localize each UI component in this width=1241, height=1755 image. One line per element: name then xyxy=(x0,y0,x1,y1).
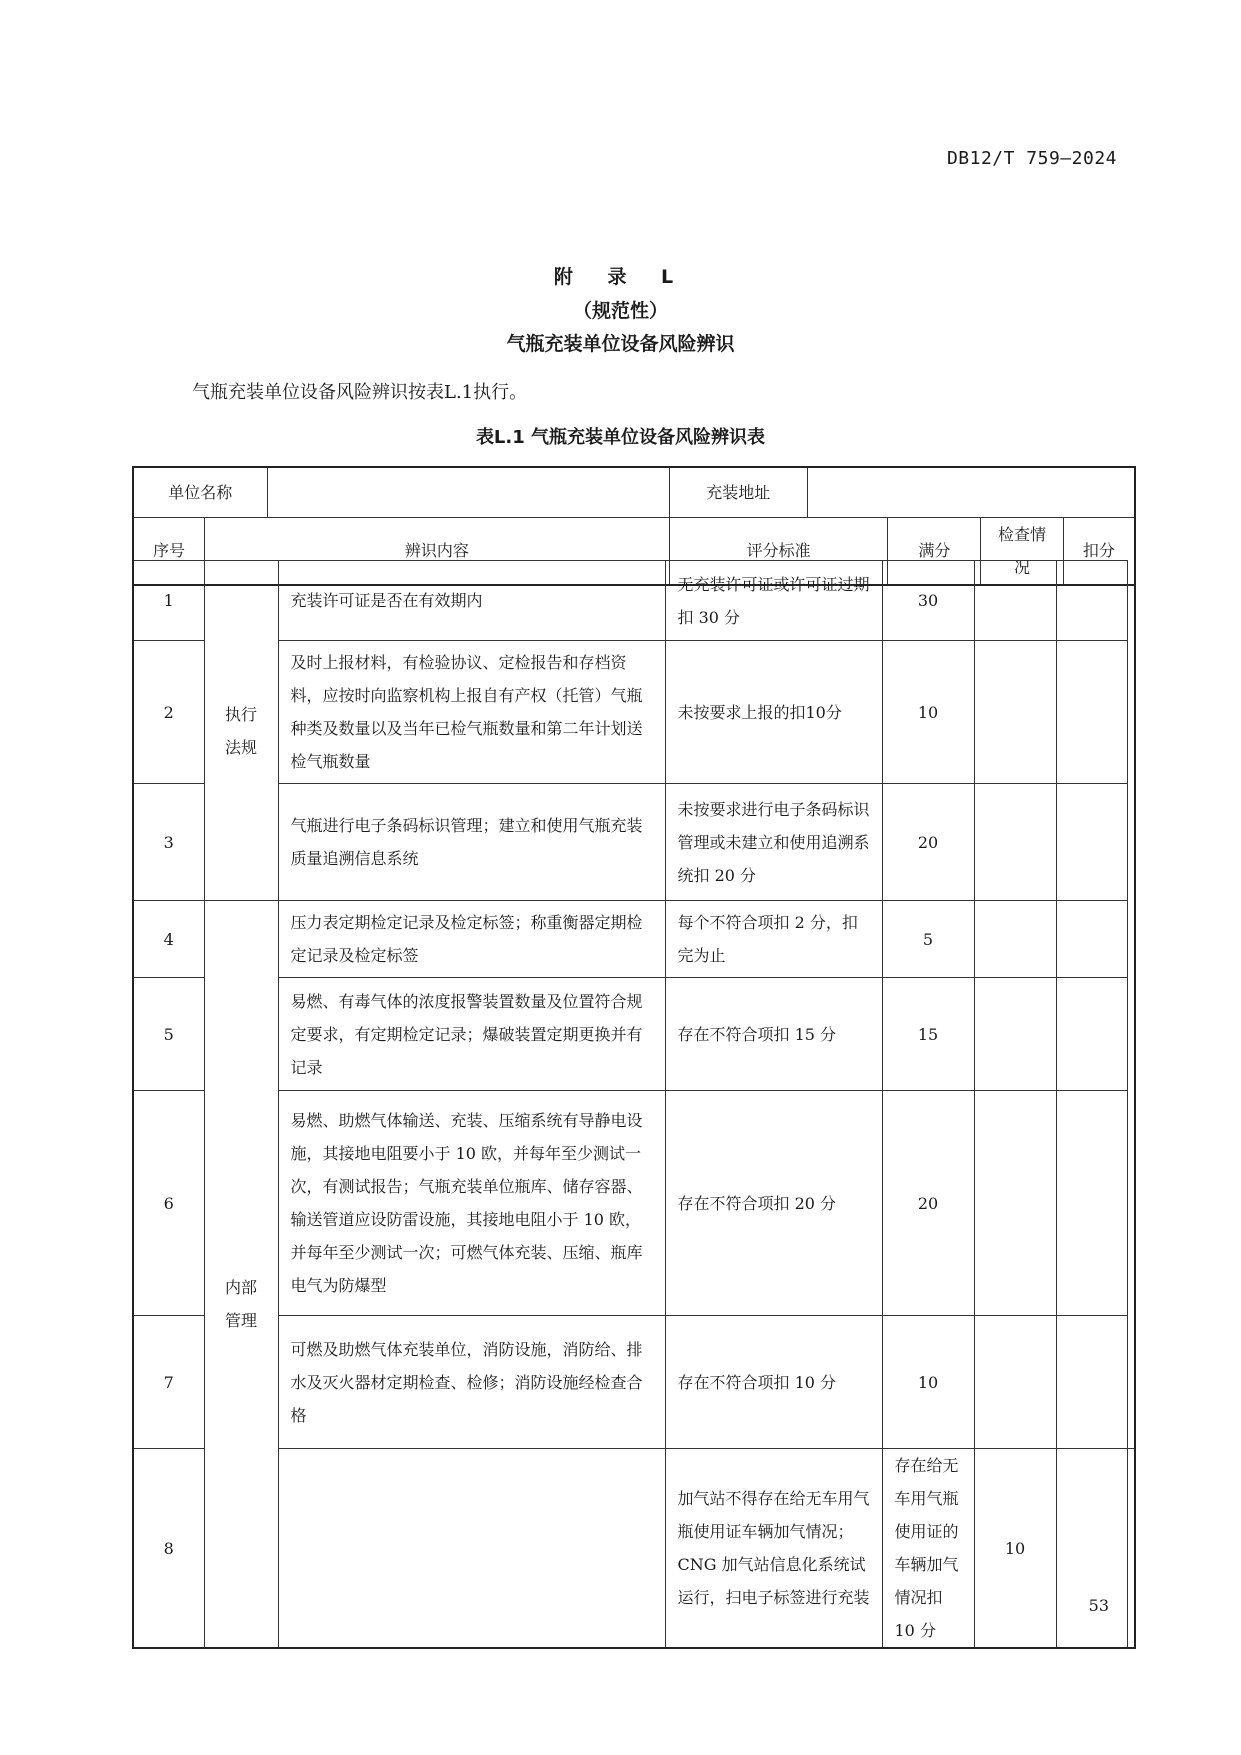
row-no: 8 xyxy=(133,1449,204,1649)
address-field[interactable] xyxy=(807,467,1135,517)
table-row xyxy=(133,561,1135,641)
row-inspection-field[interactable] xyxy=(974,641,1056,784)
row-deduction-field[interactable] xyxy=(1056,978,1127,1091)
group-label-line1: 执行 xyxy=(224,704,257,724)
row-content: 可燃及助燃气体充装单位，消防设施，消防给、排水及灭火器材定期检查、检修；消防设施经检查合格 xyxy=(278,1316,665,1449)
group-label-line2: 法规 xyxy=(224,737,257,757)
row-inspection-field[interactable] xyxy=(974,784,1056,901)
row-full-score: 30 xyxy=(882,561,974,641)
row-no: 7 xyxy=(133,1316,204,1449)
row-full-score: 15 xyxy=(882,978,974,1091)
row-inspection-field[interactable] xyxy=(974,1316,1056,1449)
row-content-line2: CNG 加气站信息化系统试运行，扫电子标签进行充装 xyxy=(677,1555,870,1607)
header-criteria: 评分标准 xyxy=(669,517,888,585)
row-deduction-field[interactable] xyxy=(1056,561,1127,641)
row-no: 5 xyxy=(133,978,204,1091)
row-content: 压力表定期检定记录及检定标签；称重衡器定期检定记录及检定标签 xyxy=(278,901,665,978)
row-inspection-field[interactable] xyxy=(1056,1449,1127,1649)
table-row xyxy=(133,1091,1135,1316)
table-row xyxy=(133,784,1135,901)
row-deduction-field[interactable] xyxy=(1056,784,1127,901)
group-cell-regulation xyxy=(204,561,278,901)
table-caption: 表L.1 气瓶充装单位设备风险辨识表 xyxy=(475,427,766,448)
appendix-title: 附 录 L xyxy=(553,266,688,288)
header-no: 序号 xyxy=(133,517,205,585)
row-full-score: 10 xyxy=(974,1449,1056,1649)
row-inspection-field[interactable] xyxy=(974,978,1056,1091)
header-deduction: 扣分 xyxy=(1063,517,1135,585)
header-content: 辨识内容 xyxy=(205,517,670,585)
row-content: 易燃、有毒气体的浓度报警装置数量及位置符合规定要求，有定期检定记录；爆破装置定期更换并有记录 xyxy=(278,978,665,1091)
row-full-score: 20 xyxy=(882,784,974,901)
row-full-score: 10 xyxy=(882,641,974,784)
table-row xyxy=(133,901,1135,978)
address-label: 充装地址 xyxy=(669,467,807,517)
row-full-score: 20 xyxy=(882,1091,974,1316)
appendix-name: 气瓶充装单位设备风险辨识 xyxy=(506,333,735,355)
group-label-line1: 内部 xyxy=(224,1278,257,1297)
intro-paragraph: 气瓶充装单位设备风险辨识按表L.1执行。 xyxy=(192,382,528,403)
row-criteria: 未按要求进行电子条码标识管理或未建立和使用追溯系统扣 20 分 xyxy=(665,784,882,901)
header-full-score: 满分 xyxy=(888,517,981,585)
row-criteria: 未按要求上报的扣10分 xyxy=(665,641,882,784)
row-content-line1: 加气站不得存在给无车用气瓶使用证车辆加气情况； xyxy=(677,1489,870,1541)
unit-name-field[interactable] xyxy=(267,467,669,517)
table-row xyxy=(133,1449,1135,1649)
row-criteria: 无充装许可证或许可证过期扣 30 分 xyxy=(665,561,882,641)
row-deduction-field[interactable] xyxy=(1056,1091,1127,1316)
row-inspection-field[interactable] xyxy=(974,901,1056,978)
row-no: 6 xyxy=(133,1091,204,1316)
row-criteria: 存在不符合项扣 20 分 xyxy=(665,1091,882,1316)
row-deduction-field[interactable] xyxy=(1056,901,1127,978)
group-cell-internal-management-tail xyxy=(278,1449,665,1649)
table-row xyxy=(133,641,1135,784)
row-no: 3 xyxy=(133,784,204,901)
row-full-score: 5 xyxy=(882,901,974,978)
row-criteria: 每个不符合项扣 2 分，扣完为止 xyxy=(665,901,882,978)
group-cell-internal-management xyxy=(204,901,278,1649)
group-label-line2: 管理 xyxy=(224,1311,257,1330)
row-full-score: 10 xyxy=(882,1316,974,1449)
appendix-type: （规范性） xyxy=(572,300,668,322)
unit-info-row xyxy=(133,467,1135,517)
row-deduction-field[interactable] xyxy=(1056,641,1127,784)
row-inspection-field[interactable] xyxy=(974,1091,1056,1316)
header-inspection: 检查情况 xyxy=(981,517,1064,585)
row-no: 4 xyxy=(133,901,204,978)
row-content: 易燃、助燃气体输送、充装、压缩系统有导静电设施，其接地电阻要小于 10 欧，并每年至少测试一次，有测试报告；气瓶充装单位瓶库、储存容器、输送管道应设防雷设施，其接地电阻小于 10 欧，并每年至少测试一次；可燃气体充装、压缩、瓶库电气为防爆型 xyxy=(278,1091,665,1316)
row-content: 充装许可证是否在有效期内 xyxy=(278,561,665,641)
row-criteria: 存在不符合项扣 15 分 xyxy=(665,978,882,1091)
row-criteria: 存在不符合项扣 10 分 xyxy=(665,1316,882,1449)
row-no: 2 xyxy=(133,641,204,784)
document-code: DB12/T 759—2024 xyxy=(946,148,1117,169)
row-content: 气瓶进行电子条码标识管理；建立和使用气瓶充装质量追溯信息系统 xyxy=(278,784,665,901)
table-row xyxy=(133,978,1135,1091)
risk-items-table xyxy=(132,560,1136,1649)
row-content xyxy=(665,1449,882,1649)
row-no: 1 xyxy=(133,561,204,641)
page-number: 53 xyxy=(1088,1596,1109,1615)
table-row xyxy=(133,1316,1135,1449)
row-deduction-field[interactable] xyxy=(1056,1316,1127,1449)
row-criteria: 存在给无车用气瓶使用证的车辆加气情况扣 10 分 xyxy=(882,1449,974,1649)
row-content: 及时上报材料，有检验协议、定检报告和存档资料，应按时向监察机构上报自有产权（托管）气瓶种类及数量以及当年已检气瓶数量和第二年计划送检气瓶数量 xyxy=(278,641,665,784)
row-inspection-field[interactable] xyxy=(974,561,1056,641)
row-deduction-field[interactable] xyxy=(1127,1449,1135,1649)
unit-name-label: 单位名称 xyxy=(133,467,267,517)
